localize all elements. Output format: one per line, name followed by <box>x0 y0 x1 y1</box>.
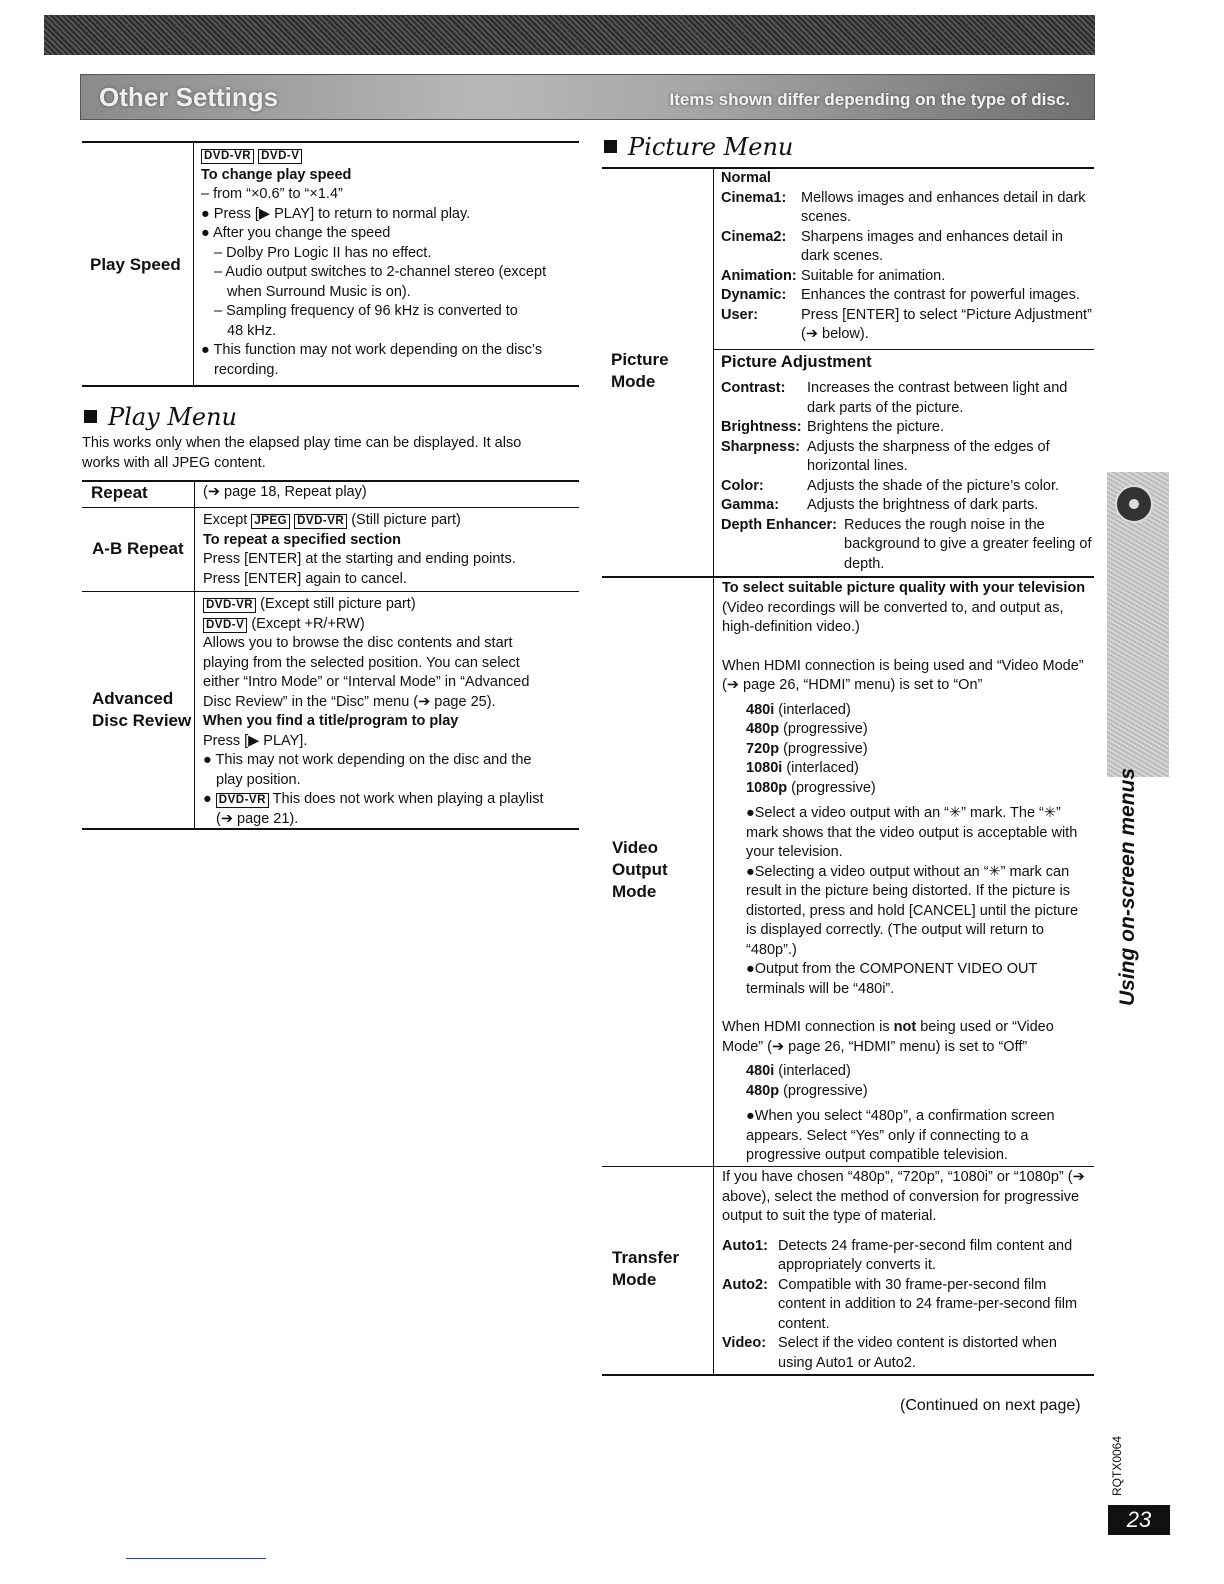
transfer-mode-content <box>722 1168 1092 1373</box>
ab-repeat-content <box>203 511 578 589</box>
transfer-mode-label <box>612 1247 679 1291</box>
play-speed-line: – from “×0.6” to “×1.4” <box>201 186 343 202</box>
res-key: 1080i <box>746 760 783 776</box>
play-speed-label: Play Speed <box>90 255 181 274</box>
res-key: 480p <box>746 1082 780 1099</box>
advanced-line: playing from the selected position. You can select <box>203 654 520 671</box>
tag-dvd-vr: DVD-VR <box>216 793 269 808</box>
play-menu-title-text: Play Menu <box>108 403 238 431</box>
ab-repeat-tag-note: (Still picture part) <box>351 512 461 528</box>
repeat-text: (➔ page 18, Repeat play) <box>203 484 367 500</box>
ab-repeat-rule <box>82 591 579 592</box>
picture-mode-item <box>721 306 1093 345</box>
play-menu-title <box>84 402 237 432</box>
note-off: ●When you select “480p”, a confirmation screen appears. Select “Yes” only if connecting to a progressive output compatible television. <box>746 1108 1055 1163</box>
item-key: Gamma: <box>721 497 780 513</box>
res-text: (interlaced) <box>786 760 859 776</box>
tag-dvd-vr: DVD-VR <box>203 598 256 613</box>
item-key: Animation: <box>721 267 797 284</box>
advanced-note: ● This may not work depending on the disc and the <box>203 752 532 768</box>
advanced-disc-review-content <box>203 595 578 829</box>
picture-mode-item <box>721 286 1093 306</box>
play-speed-line: ● After you change the speed <box>201 225 391 241</box>
bullet: ● <box>203 791 212 807</box>
resolution-item <box>722 740 1094 760</box>
ab-repeat-heading: To repeat a specified section <box>203 531 401 548</box>
tag-jpeg: JPEG <box>251 514 290 529</box>
item-text: Brightens the picture. <box>807 419 945 435</box>
notes-on <box>722 804 1094 999</box>
picture-mode-item <box>721 267 1093 287</box>
adjustment-item <box>721 496 1093 516</box>
picture-mode-item <box>721 189 1093 228</box>
item-text: Enhances the contrast for powerful images. <box>801 287 1080 303</box>
item-key: Brightness: <box>721 419 802 435</box>
play-speed-content <box>201 146 576 380</box>
resolution-list-off <box>722 1062 1094 1101</box>
play-menu-intro-line: This works only when the elapsed play time can be displayed. It also <box>82 435 522 451</box>
tag-dvd-vr: DVD-VR <box>294 514 347 529</box>
disc-icon <box>1115 485 1153 523</box>
video-output-label-line: Video <box>612 838 658 857</box>
item-text: Adjusts the shade of the picture’s color. <box>807 477 1060 494</box>
item-key: Sharpness: <box>721 438 800 455</box>
hdmi-off-condition <box>722 1018 1094 1057</box>
ab-repeat-tag-line <box>203 511 578 531</box>
transfer-items <box>722 1237 1092 1374</box>
play-speed-line: when Surround Music is on). <box>227 283 411 300</box>
item-key: User: <box>721 306 759 323</box>
picture-mode-normal: Normal <box>721 170 771 186</box>
item-text: Mellows images and enhances detail in dark scenes. <box>801 189 1086 225</box>
square-bullet-icon <box>604 140 617 153</box>
play-speed-bottom-rule <box>82 385 579 387</box>
play-menu-intro-line: works with all JPEG content. <box>82 454 266 471</box>
transfer-label-line: Transfer <box>612 1248 680 1267</box>
advanced-note2 <box>203 790 578 810</box>
picture-mode-bottom-rule <box>602 576 1094 578</box>
res-text: (progressive) <box>791 779 876 796</box>
item-text: Select if the video content is distorted when using Auto1 or Auto2. <box>778 1335 1057 1371</box>
repeat-rule <box>82 507 579 508</box>
transfer-label-line: Mode <box>612 1270 657 1289</box>
advanced-note: play position. <box>216 771 301 788</box>
picture-adjustment <box>721 351 1093 574</box>
item-text: Reduces the rough noise in the background to give a greater feeling of depth. <box>844 516 1092 572</box>
item-key: Auto1: <box>722 1237 768 1254</box>
res-text: (progressive) <box>783 1082 868 1099</box>
square-bullet-icon <box>84 410 97 423</box>
play-speed-line: ● Press [▶ PLAY] to return to normal play. <box>201 205 471 222</box>
note: ●Selecting a video output without an “✳” mark can result in the picture being distorted. If the picture is distorted, press and hold [CANCEL] until the picture is displayed correctly. (The output will return to “480p”.) <box>746 863 1079 958</box>
picture-mode-item <box>721 228 1093 267</box>
advanced-tag-line <box>203 615 578 635</box>
resolution-item <box>722 779 1094 799</box>
item-key: Color: <box>721 477 764 494</box>
transfer-intro: If you have chosen “480p”, “720p”, “1080i” or “1080p” (➔ above), select the method of conversion for progressive output to suit the type of material. <box>722 1169 1085 1224</box>
note: ●Output from the COMPONENT VIDEO OUT terminals will be “480i”. <box>746 961 1038 997</box>
play-speed-line: recording. <box>214 361 279 378</box>
play-speed-line: – Sampling frequency of 96 kHz is converted to <box>214 303 518 319</box>
play-speed-line: – Dolby Pro Logic II has no effect. <box>214 244 432 261</box>
banner-title: Other Settings <box>99 82 279 112</box>
tag-dvd-v: DVD-V <box>258 149 302 164</box>
document-code: RQTX0064 <box>1110 1435 1124 1496</box>
play-speed-line: ● This function may not work depending on the disc’s <box>201 342 543 358</box>
bottom-rule <box>126 1558 266 1559</box>
res-text: (progressive) <box>783 721 868 737</box>
play-speed-line: – Audio output switches to 2-channel stereo (except <box>214 264 547 280</box>
play-speed-line: 48 kHz. <box>227 322 277 339</box>
transfer-item <box>722 1334 1092 1373</box>
hdmi-off-text: being used or “Video Mode” (➔ page 26, “HDMI” menu) is set to “Off” <box>722 1019 1054 1055</box>
advanced-line: Allows you to browse the disc contents and start <box>203 635 513 651</box>
item-text: Increases the contrast between light and dark parts of the picture. <box>807 380 1068 416</box>
item-text: Sharpens images and enhances detail in dark scenes. <box>801 228 1063 264</box>
item-key: Cinema2: <box>721 228 787 245</box>
ab-repeat-label: A-B Repeat <box>92 539 184 558</box>
advanced-heading: When you find a title/program to play <box>203 713 459 729</box>
hdmi-off-text: When HDMI connection is <box>722 1019 890 1035</box>
resolution-list-on <box>722 701 1094 799</box>
advanced-line: Disc Review” in the “Disc” menu (➔ page 25). <box>203 693 496 710</box>
play-speed-divider <box>193 142 194 386</box>
advanced-press: Press [▶ PLAY]. <box>203 732 308 749</box>
advanced-label-line: Advanced <box>92 689 174 708</box>
advanced-disc-review-label <box>92 688 191 732</box>
transfer-item <box>722 1276 1092 1335</box>
advanced-note2-text: This does not work when playing a playlist <box>272 791 544 807</box>
picture-menu-bottom-rule <box>602 1374 1094 1376</box>
adjustment-item <box>721 438 1093 477</box>
resolution-item <box>722 720 1094 740</box>
adjustment-item <box>721 379 1093 418</box>
item-key: Cinema1: <box>721 189 787 206</box>
note: ●Select a video output with an “✳” mark. The “✳” mark shows that the video output is acceptable with your television. <box>746 805 1078 860</box>
resolution-item <box>722 1062 1094 1082</box>
section-banner <box>80 74 1095 120</box>
picture-mode-label-line: Picture <box>611 350 669 369</box>
item-text: Adjusts the sharpness of the edges of horizontal lines. <box>807 438 1050 474</box>
picture-adjustment-heading: Picture Adjustment <box>721 353 872 371</box>
item-text: Adjusts the brightness of dark parts. <box>807 497 1039 513</box>
res-key: 480i <box>746 701 775 718</box>
picture-mode-label-line: Mode <box>611 372 656 391</box>
tag-dvd-v: DVD-V <box>203 618 247 633</box>
hdmi-off-emphasis: not <box>893 1019 917 1035</box>
ab-repeat-line: Press [ENTER] again to cancel. <box>203 570 407 587</box>
item-text: Press [ENTER] to select “Picture Adjustment” (➔ below). <box>801 306 1092 342</box>
resolution-item <box>722 759 1094 779</box>
item-key: Contrast: <box>721 380 786 396</box>
res-key: 720p <box>746 740 780 757</box>
page-number: 23 <box>1108 1505 1170 1535</box>
picture-adjustment-rule <box>713 349 1094 350</box>
item-text: Detects 24 frame-per-second film content and appropriately converts it. <box>778 1237 1073 1273</box>
ab-repeat-line: Press [ENTER] at the starting and ending points. <box>203 551 516 567</box>
video-output-intro: (Video recordings will be converted to, and output as, high-definition video.) <box>722 599 1064 635</box>
advanced-tag-note: (Except still picture part) <box>260 596 416 612</box>
advanced-tag-line <box>203 595 578 615</box>
tag-dvd-vr: DVD-VR <box>201 149 254 164</box>
hdmi-on-condition: When HDMI connection is being used and “Video Mode” (➔ page 26, “HDMI” menu) is set to “On” <box>722 657 1084 693</box>
advanced-line: either “Intro Mode” or “Interval Mode” in “Advanced <box>203 674 530 690</box>
res-key: 1080p <box>746 779 788 796</box>
res-key: 480i <box>746 1063 775 1079</box>
play-menu-intro <box>82 434 572 473</box>
res-key: 480p <box>746 721 780 737</box>
item-key: Auto2: <box>722 1276 768 1293</box>
video-output-label-line: Output <box>612 860 668 879</box>
video-output-bottom-rule <box>602 1166 1094 1167</box>
advanced-tag-note: (Except +R/+RW) <box>251 615 365 632</box>
picture-menu-title <box>604 132 793 162</box>
ab-repeat-except: Except <box>203 512 248 528</box>
transfer-item <box>722 1237 1092 1276</box>
res-text: (progressive) <box>783 740 868 757</box>
picture-mode-label <box>611 349 669 393</box>
video-output-content <box>722 579 1094 1166</box>
advanced-note2-ref: (➔ page 21). <box>216 810 299 827</box>
res-text: (interlaced) <box>778 701 851 718</box>
item-text: Compatible with 30 frame-per-second film content in addition to 24 frame-per-second film content. <box>778 1276 1078 1332</box>
resolution-item <box>722 701 1094 721</box>
top-decorative-bar <box>44 15 1095 55</box>
advanced-label-line: Disc Review <box>92 711 192 730</box>
adjustment-item <box>721 418 1093 438</box>
side-chapter-label: Using on-screen menus <box>1116 767 1139 1006</box>
res-text: (interlaced) <box>778 1063 851 1079</box>
item-text: Suitable for animation. <box>801 267 946 284</box>
banner-note: Items shown differ depending on the type of disc. <box>669 90 1070 109</box>
play-menu-top-rule <box>82 480 579 482</box>
resolution-item <box>722 1082 1094 1102</box>
adjustment-item <box>721 477 1093 497</box>
item-key: Depth Enhancer: <box>721 516 838 533</box>
video-output-mode-label <box>612 837 668 903</box>
play-menu-bottom-rule <box>82 828 579 830</box>
play-speed-heading: To change play speed <box>201 166 352 183</box>
video-output-heading: To select suitable picture quality with your television <box>722 580 1086 596</box>
item-key: Video: <box>722 1335 767 1351</box>
adjustment-item <box>721 516 1093 575</box>
play-menu-divider <box>194 481 195 829</box>
item-key: Dynamic: <box>721 287 787 303</box>
continued-note: (Continued on next page) <box>900 1397 1081 1414</box>
play-speed-tags <box>201 146 576 166</box>
play-speed-top-rule <box>82 141 579 143</box>
repeat-label: Repeat <box>91 483 148 502</box>
picture-menu-title-text: Picture Menu <box>628 133 794 161</box>
video-output-label-line: Mode <box>612 882 657 901</box>
picture-mode-list <box>721 169 1093 345</box>
